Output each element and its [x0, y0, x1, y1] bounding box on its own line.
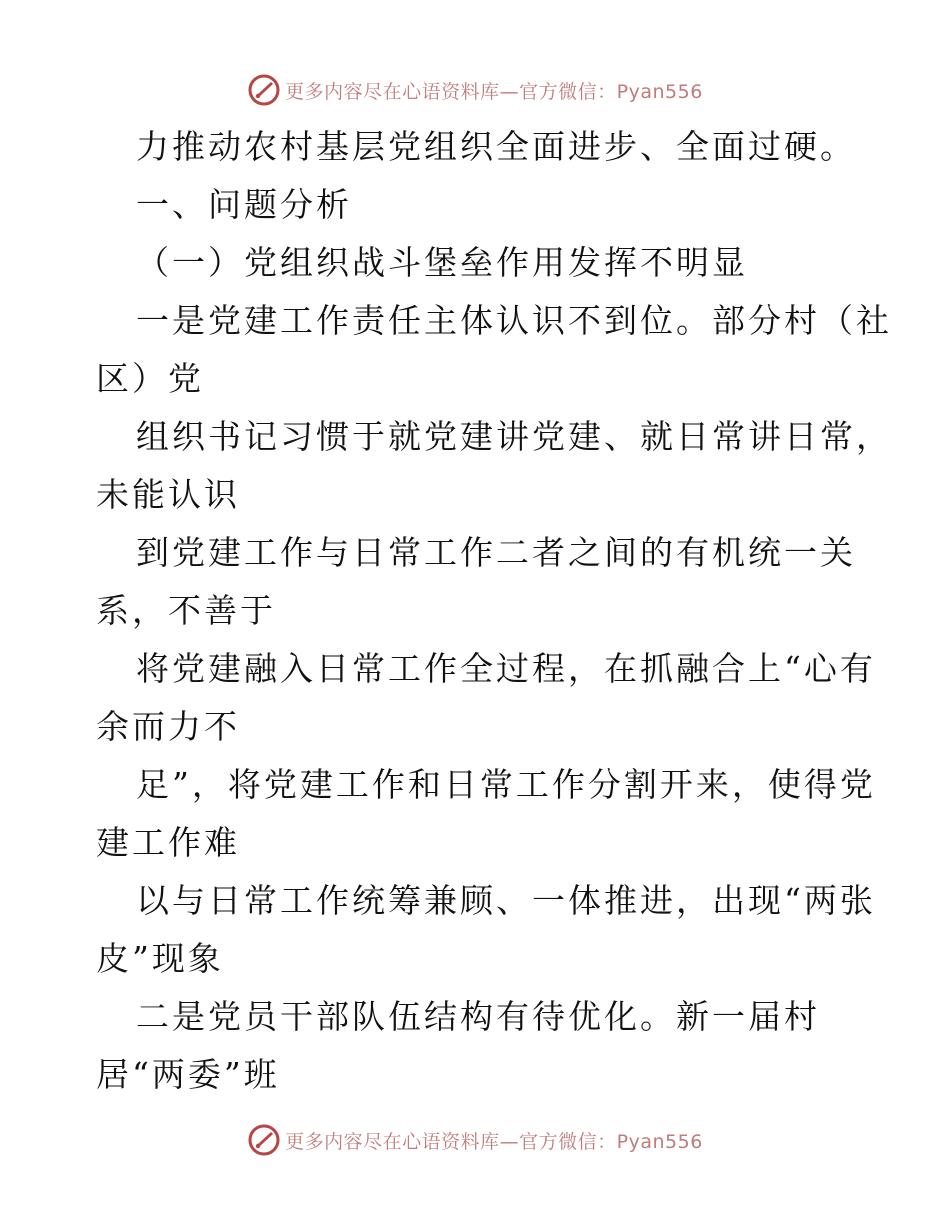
text-line: 二是党员干部队伍结构有待优化。新一届村 — [136, 997, 820, 1036]
text-line: 一是党建工作责任主体认识不到位。部分村（社 — [136, 301, 892, 340]
text-line: 力推动农村基层党组织全面进步、全面过硬。 — [136, 127, 856, 166]
text-line: 居“两委”班 — [96, 1055, 280, 1094]
text-line: 皮”现象 — [96, 939, 224, 978]
text-line: 系，不善于 — [96, 591, 276, 630]
text-line: 未能认识 — [96, 475, 240, 514]
section-heading: 一、问题分析 — [136, 185, 352, 224]
header-watermark-banner — [0, 70, 950, 110]
text-line: 余而力不 — [96, 707, 240, 746]
document-body — [96, 118, 892, 1104]
text-line: 以与日常工作统筹兼顾、一体推进，出现“两张 — [136, 881, 876, 920]
text-line: 组织书记习惯于就党建讲党建、就日常讲日常， — [136, 417, 892, 456]
watermark-text: 更多内容尽在心语资料库—官方微信：Pyan556 — [285, 1130, 703, 1153]
watermark-text: 更多内容尽在心语资料库—官方微信：Pyan556 — [285, 80, 703, 103]
subsection-heading: （一）党组织战斗堡垒作用发挥不明显 — [136, 243, 748, 282]
footer-watermark-banner — [0, 1120, 950, 1160]
text-line: 建工作难 — [96, 823, 240, 862]
logo-icon — [247, 1123, 281, 1157]
text-line: 区）党 — [96, 359, 204, 398]
text-line: 足”，将党建工作和日常工作分割开来，使得党 — [136, 765, 876, 804]
logo-icon — [247, 73, 281, 107]
text-line: 将党建融入日常工作全过程，在抓融合上“心有 — [136, 649, 876, 688]
text-line: 到党建工作与日常工作二者之间的有机统一关 — [136, 533, 856, 572]
